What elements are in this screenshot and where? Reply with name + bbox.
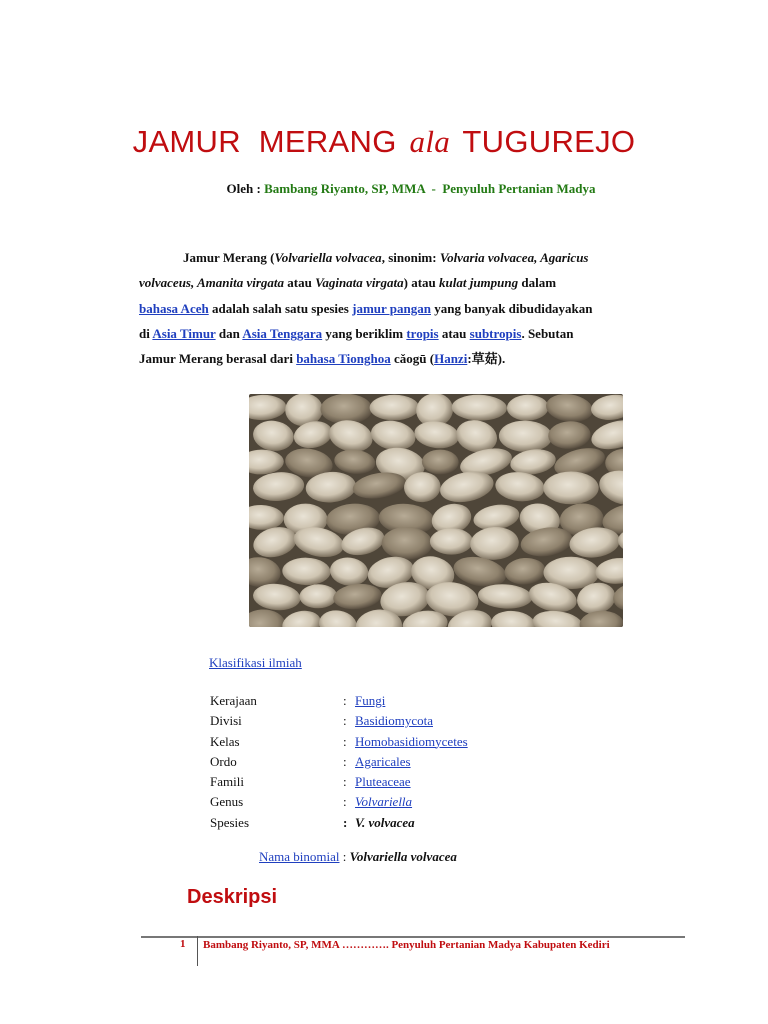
colon: : [343, 733, 347, 749]
taxonomy-row-divisi [210, 711, 468, 731]
footer-vertical-divider [197, 936, 198, 966]
text-span: , sinonim: [381, 250, 440, 265]
taxonomy-row-kerajaan [210, 691, 468, 711]
text-span: atau [284, 275, 316, 291]
link-asia-tenggara[interactable]: Asia Tenggara [242, 325, 323, 341]
text-span: :草菇). [467, 351, 506, 367]
taxonomy-row-ordo [210, 752, 468, 772]
paragraph-line-2 [139, 270, 679, 295]
link-fungi[interactable]: Fungi [355, 693, 386, 708]
link-tropis[interactable]: tropis [406, 325, 439, 341]
rank-label: Divisi [210, 713, 242, 729]
text-span: dalam [518, 275, 557, 291]
text-span: Jamur Merang berasal dari [139, 351, 297, 367]
link-basidiomycota[interactable]: Basidiomycota [355, 713, 433, 729]
link-asia-timur[interactable]: Asia Timur [152, 325, 216, 341]
text-span: atau [438, 325, 470, 341]
mushroom-shape [430, 528, 473, 555]
colon: : [343, 753, 347, 769]
text-italic: volvaceus, Amanita virgata [139, 275, 285, 291]
species-value: V. volvacea [355, 814, 415, 830]
link-pluteaceae[interactable]: Pluteaceae [355, 774, 411, 790]
link-agaricales[interactable]: Agaricales [355, 753, 411, 769]
colon: : [343, 693, 347, 708]
document-title [0, 124, 768, 160]
link-subtropis[interactable]: subtropis [469, 325, 522, 341]
text-span: cǎogū ( [390, 351, 435, 367]
link-nama-binomial[interactable]: Nama binomial [259, 849, 340, 864]
colon: : [343, 814, 348, 830]
taxonomy-table [210, 691, 468, 833]
paragraph-line-5 [139, 346, 679, 371]
text-span: dan [215, 325, 243, 341]
colon: : [343, 794, 347, 810]
rank-label: Ordo [210, 753, 237, 769]
text-italic: Volvaria volvacea, Agaricus [439, 250, 589, 265]
link-jamur-pangan[interactable]: jamur pangan [352, 300, 431, 316]
title-part-ala: ala [409, 124, 451, 159]
link-homobasidiomycetes[interactable]: Homobasidiomycetes [355, 733, 468, 749]
binomial-name [259, 849, 457, 865]
text-span: ) atau [403, 275, 439, 291]
byline-oleh: Oleh : [226, 181, 261, 196]
binomial-separator: : [339, 849, 350, 864]
straw-mushroom-photo [249, 394, 623, 627]
rank-label: Kerajaan [210, 693, 257, 708]
rank-label: Famili [210, 774, 244, 790]
title-part-tugurejo: TUGUREJO [462, 124, 636, 159]
section-heading-deskripsi: Deskripsi [187, 886, 278, 908]
paragraph-line-1 [139, 245, 679, 270]
paragraph-line-3 [139, 296, 679, 321]
text-span: Jamur Merang ( [183, 250, 275, 265]
link-hanzi[interactable]: Hanzi [434, 351, 468, 367]
rank-label: Kelas [210, 733, 240, 749]
binomial-value: Volvariella volvacea [349, 849, 457, 864]
taxonomy-row-genus [210, 792, 468, 812]
taxonomy-row-famili [210, 772, 468, 792]
title-part-jamur-merang: JAMUR MERANG [132, 124, 397, 159]
mushroom-shape [321, 394, 373, 424]
text-span: . Sebutan [521, 325, 574, 341]
colon: : [343, 774, 347, 790]
byline [0, 181, 768, 197]
link-bahasa-aceh[interactable]: bahasa Aceh [139, 300, 209, 316]
footer-page-number: 1 [180, 938, 186, 950]
text-italic: Vaginata virgata [315, 275, 404, 291]
mushroom-shape [543, 471, 598, 504]
footer-text: Bambang Riyanto, SP, MMA …………. Penyuluh Pertanian Madya Kabupaten Kediri [203, 939, 610, 951]
rank-label: Genus [210, 794, 244, 810]
text-span: yang banyak dibudidayakan [431, 300, 593, 316]
byline-author: Bambang Riyanto, SP, MMA - Penyuluh Pertanian Madya [264, 181, 596, 196]
text-span: adalah salah satu spesies [208, 300, 353, 316]
text-italic: Volvariella volvacea [274, 250, 382, 265]
paragraph-line-4 [139, 321, 679, 346]
taxonomy-row-kelas [210, 732, 468, 752]
link-klasifikasi-ilmiah[interactable]: Klasifikasi ilmiah [209, 655, 302, 670]
text-italic: kulat jumpung [439, 275, 519, 291]
intro-paragraph [139, 245, 679, 371]
link-bahasa-tionghoa[interactable]: bahasa Tionghoa [296, 351, 391, 367]
taxonomy-row-spesies [210, 813, 468, 833]
link-volvariella[interactable]: Volvariella [355, 794, 413, 810]
text-span: yang beriklim [322, 325, 407, 341]
text-span: di [139, 325, 153, 341]
colon: : [343, 713, 347, 729]
rank-label: Spesies [210, 814, 249, 830]
